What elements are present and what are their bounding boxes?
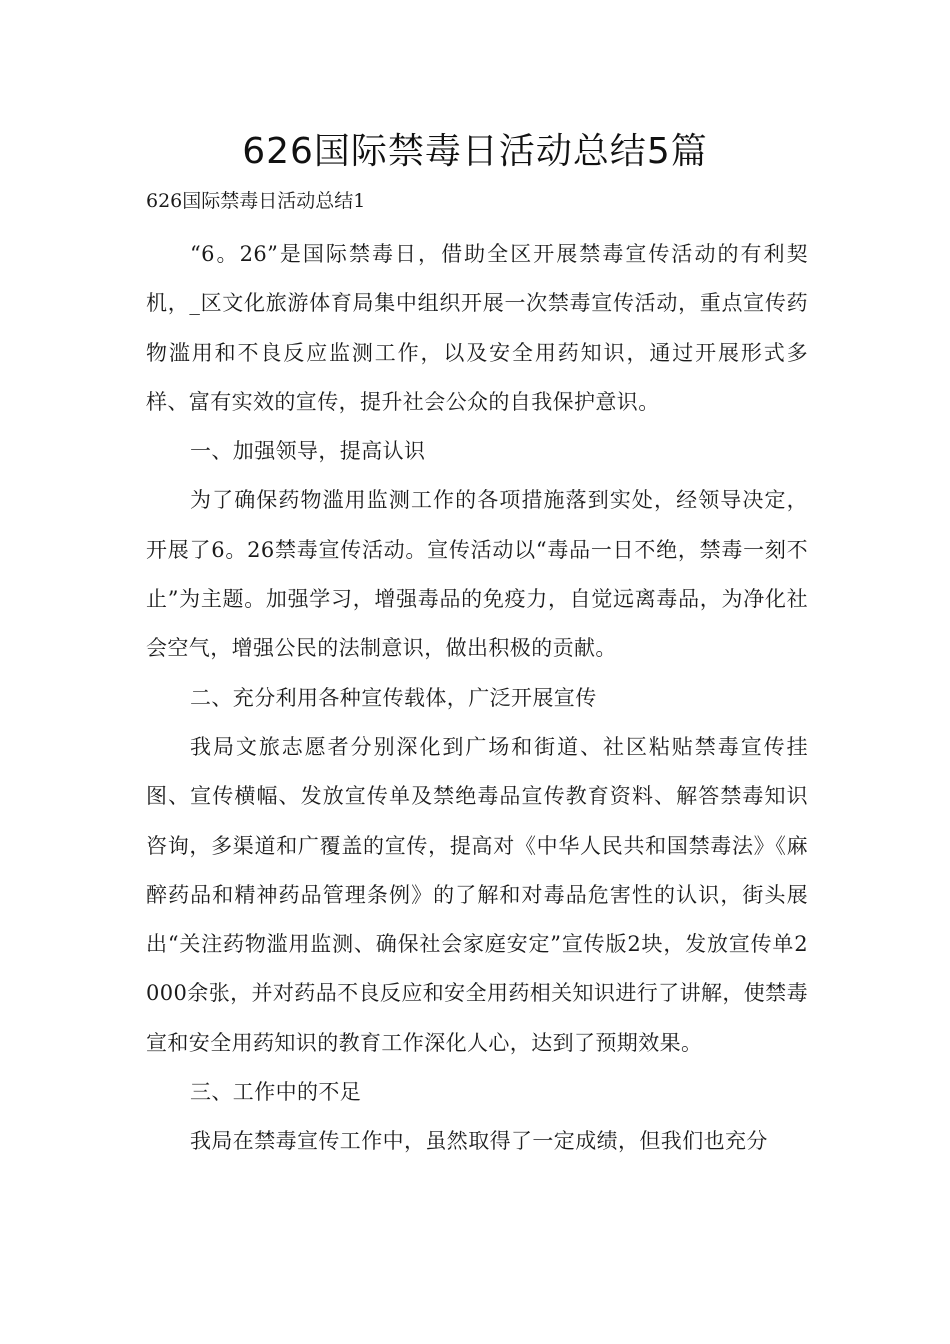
section-heading-3: 三、工作中的不足 xyxy=(190,1080,362,1105)
document-body xyxy=(146,230,808,1167)
section-heading-1: 一、加强领导，提高认识 xyxy=(190,439,426,464)
section-heading-2: 二、充分利用各种宣传载体，广泛开展宣传 xyxy=(190,685,597,710)
paragraph-leadership: 为了确保药物滥用监测工作的各项措施落到实处，经领导决定，开展了6。26禁毒宣传活动。宣传活动以“毒品一日不绝，禁毒一刻不止”为主题。加强学习，增强毒品的免疫力，自觉远离毒品，为净化社会空气，增强公民的法制意识，做出积极的贡献。 xyxy=(146,488,808,661)
paragraph-shortcomings: 我局在禁毒宣传工作中，虽然取得了一定成绩，但我们也充分 xyxy=(190,1129,768,1154)
paragraph-publicity: 我局文旅志愿者分别深化到广场和街道、社区粘贴禁毒宣传挂图、宣传横幅、发放宣传单及禁绝毒品宣传教育资料、解答禁毒知识咨询，多渠道和广覆盖的宣传，提高对《中华人民共和国禁毒法》《麻醉药品和精神药品管理条例》的了解和对毒品危害性的认识，街头展出“关注药物滥用监测、确保社会家庭安定”宣传版2块，发放宣传单2000余张，并对药品不良反应和安全用药相关知识进行了讲解，使禁毒宣和安全用药知识的教育工作深化人心，达到了预期效果。 xyxy=(146,734,808,1055)
section-subtitle: 626国际禁毒日活动总结1 xyxy=(146,190,366,212)
document-title: 626国际禁毒日活动总结5篇 xyxy=(242,131,708,172)
paragraph-intro: “6。26”是国际禁毒日，借助全区开展禁毒宣传活动的有利契机，_区文化旅游体育局集中组织开展一次禁毒宣传活动，重点宣传药物滥用和不良反应监测工作，以及安全用药知识，通过开展形式多样、富有实效的宣传，提升社会公众的自我保护意识。 xyxy=(146,242,808,414)
